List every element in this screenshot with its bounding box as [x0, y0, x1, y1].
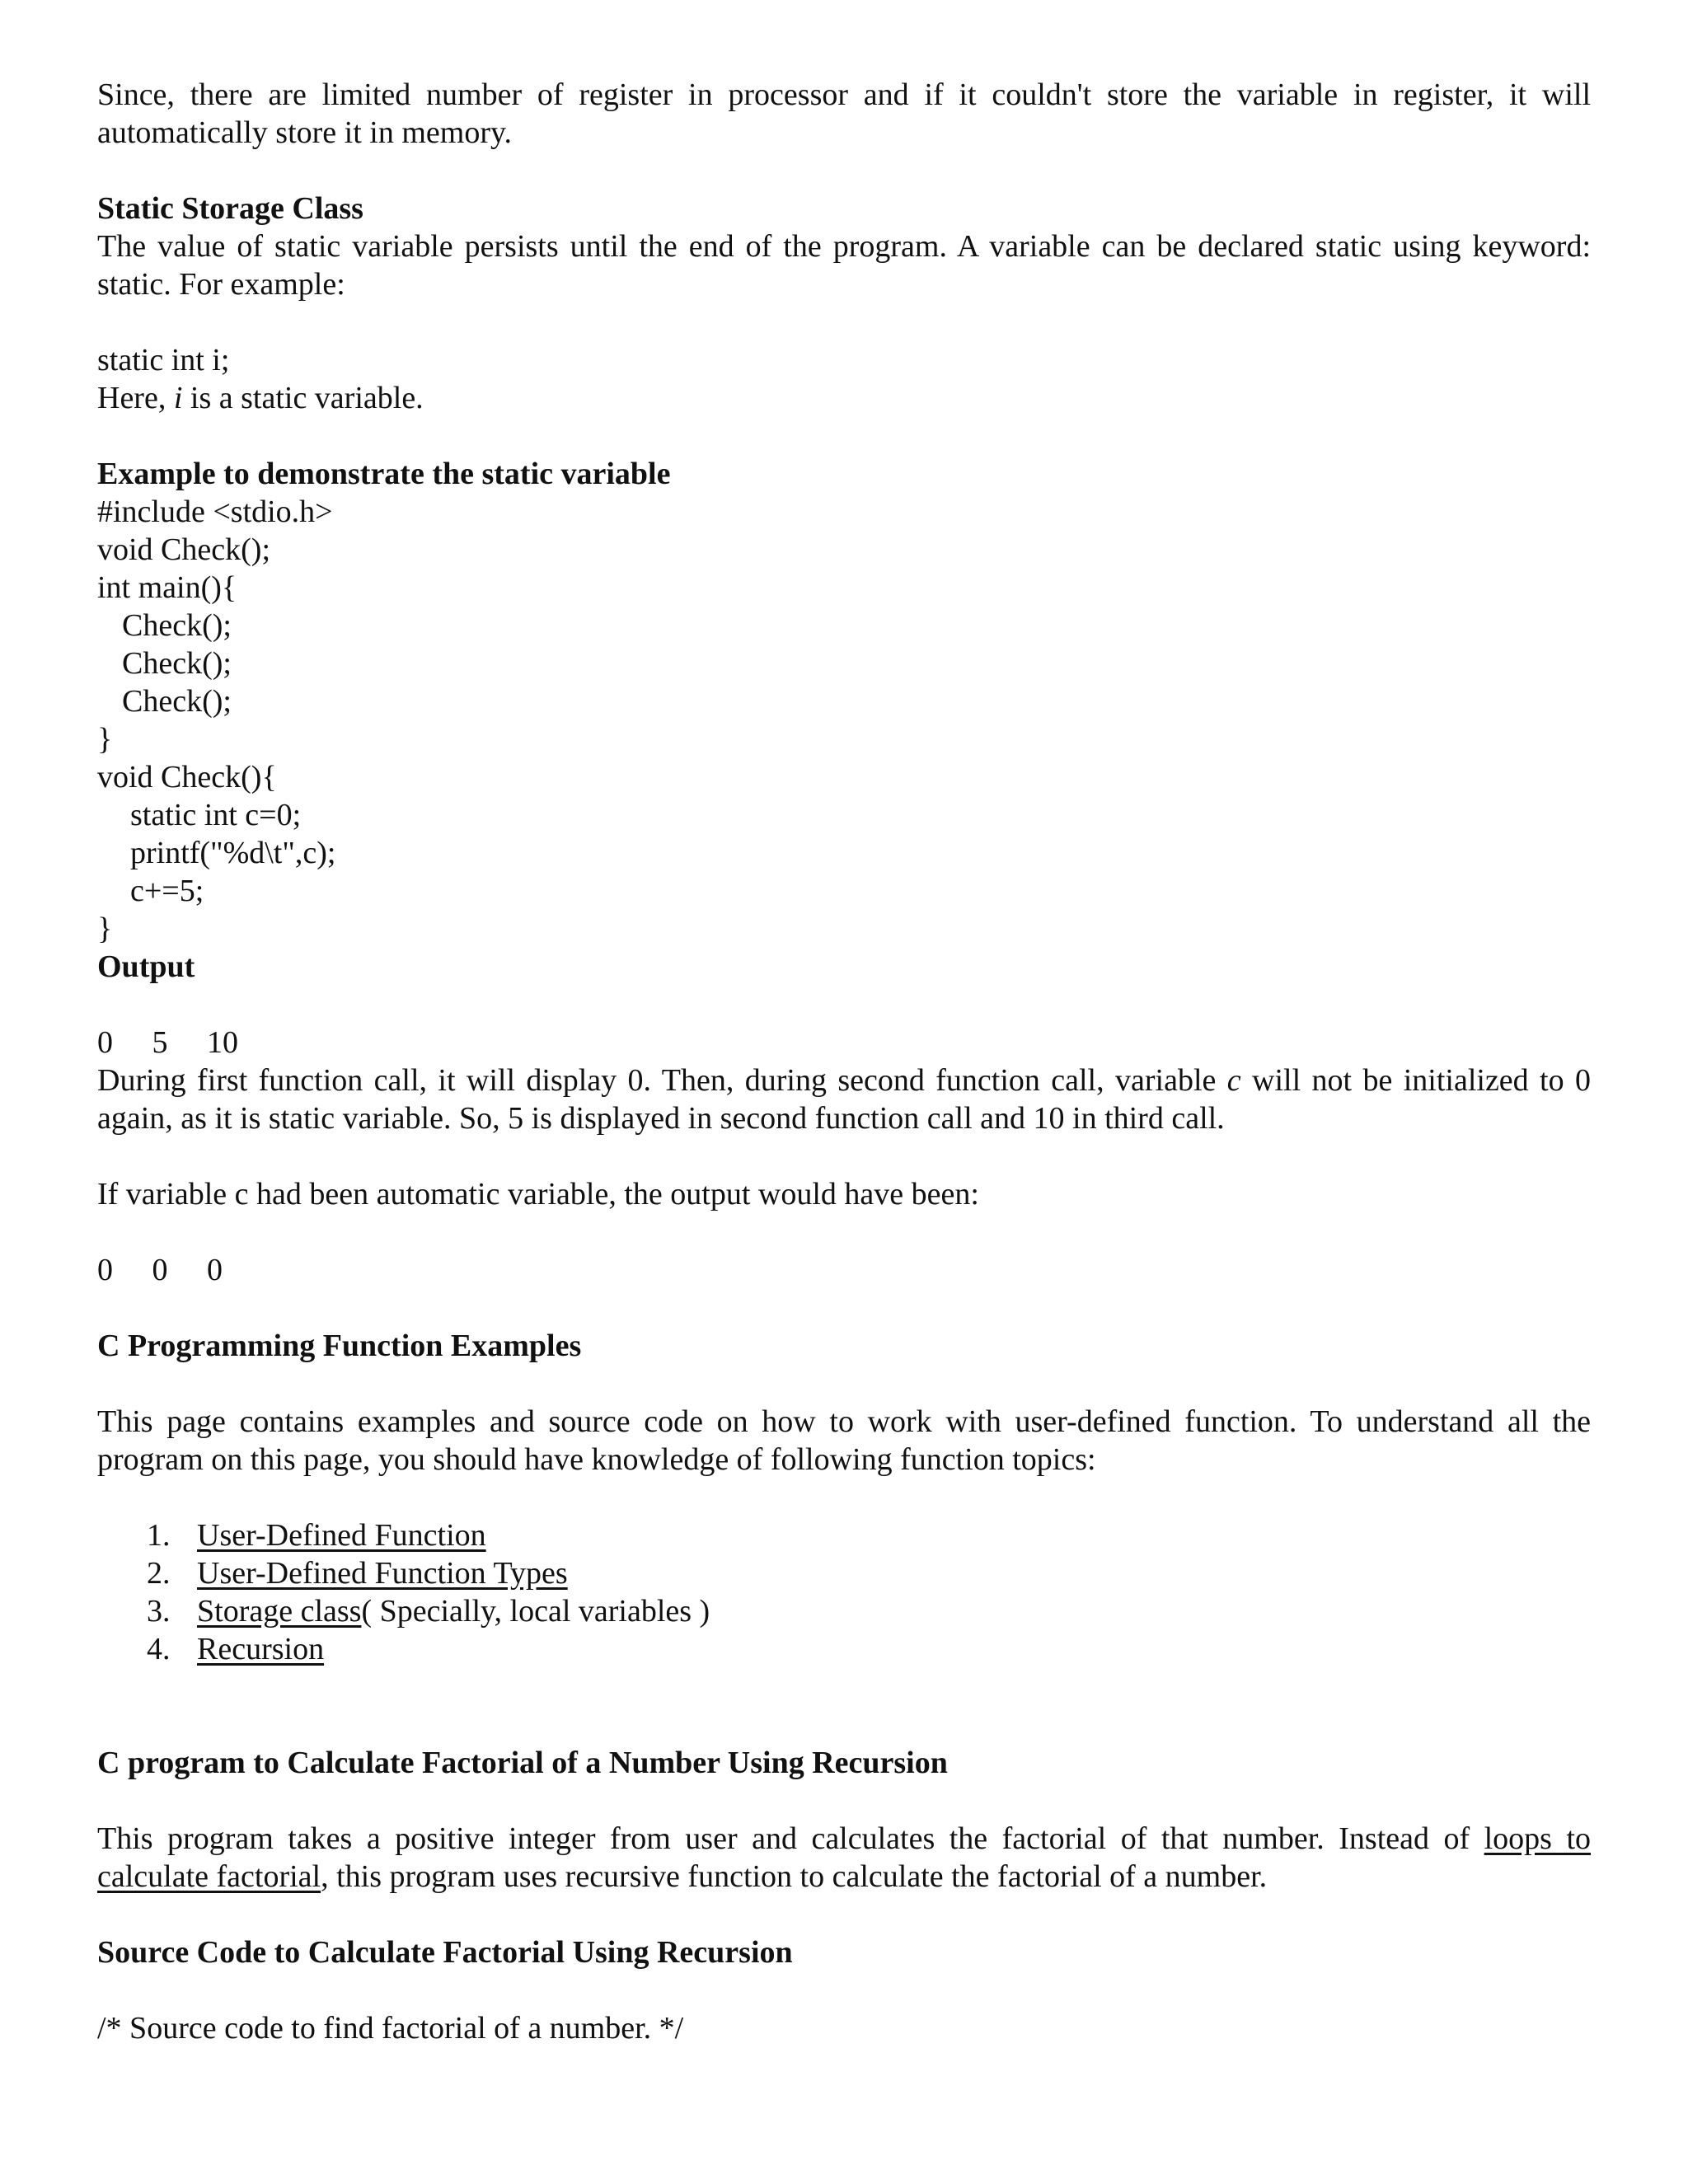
list-item — [97, 1554, 1591, 1592]
example-heading: Example to demonstrate the static variable — [97, 457, 671, 491]
topic-link-recursion[interactable]: Recursion — [197, 1632, 325, 1666]
source-code-heading: Source Code to Calculate Factorial Using Recursion — [97, 1935, 793, 1970]
note-suffix: is a static variable. — [182, 381, 424, 415]
static-declaration-code: static int i; — [97, 343, 230, 377]
factorial-text-part1: This program takes a positive integer from user and calculates the factorial of that number. Instead of — [97, 1821, 1484, 1856]
explanation-part2: will not be initialized to 0 again, as it is static variable. So, 5 is displayed in second function call and 10 in third call. — [97, 1063, 1592, 1136]
list-item — [97, 1592, 1591, 1630]
topic-link-storage-class[interactable]: Storage class — [197, 1594, 362, 1629]
code-line: Check(); — [122, 646, 232, 681]
intro-paragraph: Since, there are limited number of register in processor and if it couldn't store the variable in register, it will automatically store it in memory. — [97, 77, 1591, 150]
list-item — [97, 1516, 1591, 1554]
static-variable-note — [97, 379, 1591, 417]
code-line: } — [97, 722, 113, 757]
output-heading: Output — [97, 949, 195, 984]
static-storage-paragraph: The value of static variable persists until the end of the program. A variable can be declared static using keyword: static. For example: — [97, 229, 1591, 302]
example-code-block — [97, 493, 1591, 948]
code-line: } — [97, 912, 113, 946]
code-line: void Check(); — [97, 532, 271, 567]
topics-list — [97, 1516, 1591, 1668]
topic-link-user-defined-function[interactable]: User-Defined Function — [197, 1518, 486, 1553]
list-number: 4. — [147, 1632, 171, 1666]
list-number: 3. — [147, 1594, 171, 1629]
document-page — [97, 76, 1591, 2047]
topic-suffix: ( Specially, local variables ) — [361, 1594, 710, 1629]
loops-factorial-link[interactable]: loops to calculate factorial — [97, 1821, 1591, 1894]
code-line: static int c=0; — [130, 798, 302, 832]
automatic-variable-note: If variable c had been automatic variable, the output would have been: — [97, 1177, 979, 1212]
static-storage-heading: Static Storage Class — [97, 191, 363, 226]
code-line: c+=5; — [130, 874, 204, 908]
code-line: int main(){ — [97, 570, 237, 605]
note-prefix: Here, — [97, 381, 174, 415]
factorial-paragraph — [97, 1820, 1591, 1896]
code-line: void Check(){ — [97, 760, 277, 794]
function-examples-paragraph: This page contains examples and source code on how to work with user-defined function. To understand all the program on this page, you should have knowledge of following function topics: — [97, 1404, 1591, 1477]
code-line: Check(); — [122, 608, 232, 643]
code-line: printf("%d\t",c); — [130, 836, 336, 870]
output-explanation — [97, 1062, 1591, 1137]
automatic-output-values: 0 0 0 — [97, 1253, 223, 1287]
list-number: 1. — [147, 1518, 171, 1553]
note-variable: i — [173, 381, 183, 415]
factorial-heading: C program to Calculate Factorial of a Number Using Recursion — [97, 1746, 948, 1780]
list-item — [97, 1630, 1591, 1668]
function-examples-heading: C Programming Function Examples — [97, 1329, 582, 1363]
factorial-text-part2: , this program uses recursive function to calculate the factorial of a number. — [321, 1859, 1268, 1894]
code-line: #include <stdio.h> — [97, 494, 333, 529]
code-line: Check(); — [122, 684, 232, 719]
list-number: 2. — [147, 1556, 171, 1591]
output-values: 0 5 10 — [97, 1025, 238, 1060]
explanation-variable: c — [1226, 1063, 1241, 1098]
explanation-part1: During first function call, it will display 0. Then, during second function call, variable — [97, 1063, 1227, 1098]
topic-link-function-types[interactable]: User-Defined Function Types — [197, 1556, 568, 1591]
source-code-comment: /* Source code to find factorial of a number. */ — [97, 2011, 684, 2046]
